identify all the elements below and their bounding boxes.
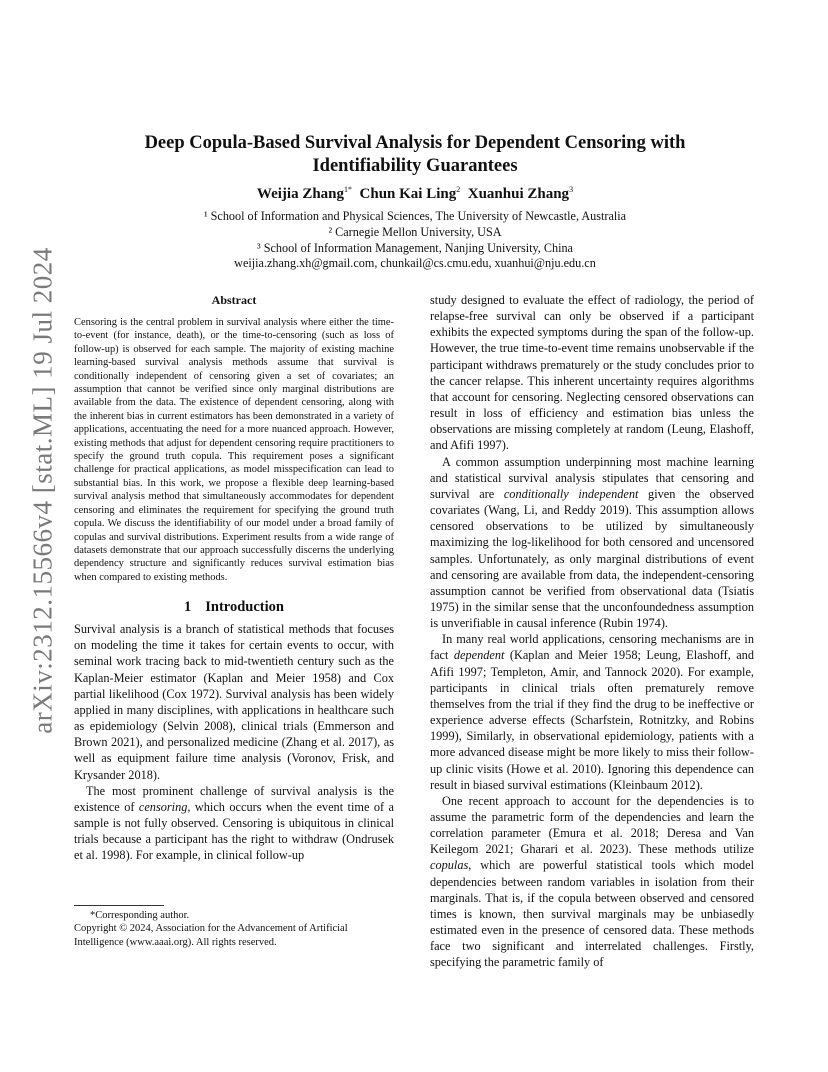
author-1: Weijia Zhang <box>256 186 345 202</box>
author-list <box>100 185 730 203</box>
right-column <box>430 292 754 971</box>
footnote-block <box>74 905 394 949</box>
abstract-text: Censoring is the central problem in survival analysis where either the time-to-event (for instance, death), or the time-to-censoring (such as loss of follow-up) is observed for each sample. The majority of existing machine learning-based survival analysis methods assume that survival is conditionally independent of censoring given a set of covariates; an assumption that cannot be verified since only marginal distributions are available from the data. The existence of dependent censoring, along with the inherent bias in current estimators has been demonstrated in a variety of applications, accentuating the need for a more nuanced approach. However, existing methods that adjust for dependent censoring require practitioners to specify the ground truth copula. This requirement poses a significant challenge for practical applications, as model misspecification can lead to substantial bias. In this work, we propose a flexible deep learning-based survival analysis method that simultaneously accommodates for dependent censoring and eliminates the requirement for specifying the ground truth copula. We discuss the identifiability of our model under a broad family of copulas and survival distributions. Experiment results from a wide range of datasets demonstrate that our approach successfully discerns the underlying dependency structure and significantly reduces survival estimation bias when compared to existing methods. <box>74 317 394 583</box>
title-line-1: Deep Copula-Based Survival Analysis for Dependent Censoring with <box>144 133 686 153</box>
right-p4-end: , which are powerful statistical tools which model dependencies between random variables in isolation from their marginals. That is, if the copula between observed and censored times is known, then survival marginals may be unbiasedly estimated even in the presence of censored data. These methods face two significant and interrelated challenges. Firstly, specifying the parametric family of <box>430 858 754 970</box>
right-p2-start: A common assumption underpinning most machine learning and statistical survival analysis stipulates that censoring and survival are <box>430 454 754 501</box>
affiliations <box>100 209 730 272</box>
title-line-2: Identifiability Guarantees <box>312 156 518 176</box>
right-p4-emphasis: copulas <box>430 858 469 873</box>
left-column <box>74 292 394 863</box>
right-p3-start: In many real world applications, censoring mechanisms are in fact <box>430 632 754 663</box>
section-heading-introduction <box>74 598 394 616</box>
right-p3-end: (Kaplan and Meier 1958; Leung, Elashoff, and Afifi 1997; Templeton, Amir, and Tannock 2020). For example, participants in clinical trials often prematurely remove themselves from the trial if they find the drug to be ineffective or experience adverse effects (Scharfstein, Rotnitzky, and Robins 1999), Similarly, in observational epidemiology, patients with a more advanced disease might be more likely to miss their follow-up clinic visits (Howe et al. 2010). Ignoring this dependence can result in biased survival estimations (Kleinbaum 2012). <box>430 648 754 792</box>
section-number: 1 <box>184 599 192 616</box>
footnote-rule <box>74 905 164 906</box>
copyright-notice: Copyright © 2024, Association for the Advancement of Artificial Intelligence (www.aaai.org). All rights reserved. <box>74 923 348 948</box>
intro-p2-start: The most prominent challenge of survival analysis is the existence of <box>74 783 394 814</box>
right-paragraph-2 <box>430 454 754 632</box>
arxiv-stamp-text: arXiv:2312.15566v4 [stat.ML] 19 Jul 2024 <box>27 246 58 734</box>
corresponding-author-note: *Corresponding author. <box>90 910 190 921</box>
intro-p2-end: , which occurs when the event time of a sample is not fully observed. Censoring is ubiquitous in clinical trials because a participant has the right to withdraw (Ondrusek et al. 1998). For example, in clinical follow-up <box>74 799 394 863</box>
abstract-heading: Abstract <box>211 293 257 307</box>
author-3: Xuanhui Zhang <box>467 186 570 202</box>
author-3-affil: 3 <box>569 185 574 194</box>
affiliation-2: ² Carnegie Mellon University, USA <box>328 224 502 239</box>
intro-paragraph-2 <box>74 783 394 864</box>
right-paragraph-3 <box>430 631 754 793</box>
author-emails: weijia.zhang.xh@gmail.com, chunkail@cs.cmu.edu, xuanhui@nju.edu.cn <box>234 256 596 271</box>
author-2-affil: 2 <box>456 185 461 194</box>
right-p4-start: One recent approach to account for the dependencies is to assume the parametric form of the dependencies and learn the correlation parameter (Emura et al. 2018; Deresa and Van Keilegom 2021; Gharari et al. 2023). These methods utilize <box>430 793 754 857</box>
right-p2-end: given the observed covariates (Wang, Li, and Reddy 2019). This assumption allows censored observations to be utilized by simultaneously maximizing the log-likelihood for both censored and uncensored samples. Unfortunately, as only marginal distributions of event and censoring are available from data, the independent-censoring assumption cannot be verified from observational data (Tsiatis 1975) in the similar sense that the unconfoundedness assumption is unverifiable in causal inference (Rubin 1974). <box>430 486 754 631</box>
section-title: Introduction <box>205 599 284 616</box>
arxiv-stamp <box>18 246 68 734</box>
intro-p2-emphasis: censoring <box>138 799 188 814</box>
intro-paragraph-1: Survival analysis is a branch of statistical methods that focuses on modeling the time it takes for certain events to occur, with seminal work tracing back to mid-twentieth century such as the Kaplan-Meier estimator (Kaplan and Meier 1958) and Cox partial likelihood (Cox 1972). Survival analysis has been widely applied in many disciplines, with applications in healthcare such as epidemiology (Selvin 2008), clinical trials (Emmerson and Brown 2021), and personalized medicine (Zhang et al. 2017), as well as equipment failure time analysis (Voronov, Frisk, and Krysander 2018). <box>74 622 394 782</box>
right-paragraph-4 <box>430 793 754 971</box>
affiliation-1: ¹ School of Information and Physical Sciences, The University of Newcastle, Australia <box>203 209 627 223</box>
right-p3-emphasis: dependent <box>453 648 505 663</box>
author-2: Chun Kai Ling <box>359 186 457 202</box>
right-paragraph-1: study designed to evaluate the effect of radiology, the period of relapse-free survival can only be observed if a participant exhibits the expected symptoms during the span of the follow-up. However, the true time-to-event time remains unobservable if the participant withdraws prematurely or the study concludes prior to the cancer relapse. This inherent uncertainty requires algorithms that account for censoring. Neglecting censored observations can result in loss of efficiency and estimation bias unless the observations are missing completely at random (Leung, Elashoff, and Afifi 1997). <box>430 293 754 453</box>
author-1-affil: 1* <box>344 185 353 194</box>
right-p2-emphasis: conditionally independent <box>503 486 639 501</box>
paper-title <box>100 132 730 178</box>
affiliation-3: ³ School of Information Management, Nanjing University, China <box>257 240 573 255</box>
